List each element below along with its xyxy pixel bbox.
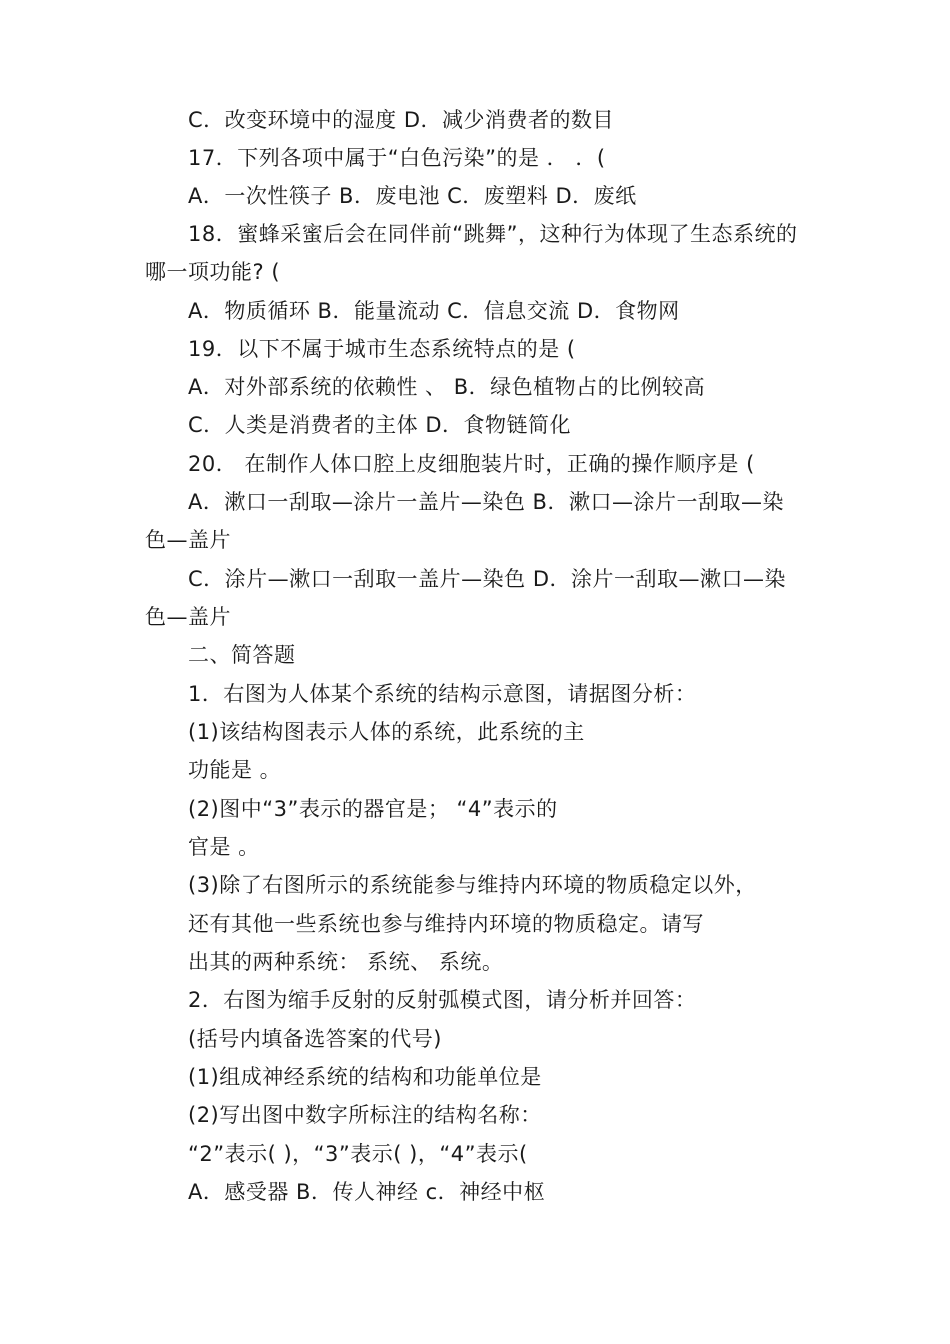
options-18: A．物质循环 B．能量流动 C．信息交流 D．食物网	[188, 299, 680, 323]
short-question-1: 1．右图为人体某个系统的结构示意图，请据图分析：	[188, 682, 697, 706]
options-20-ab: A．漱口一刮取—涂片一盖片—染色 B．漱口—涂片一刮取—染	[188, 490, 784, 514]
short-question-2-options: A．感受器 B．传人神经 c．神经中枢	[188, 1180, 546, 1204]
short-question-1-part-1-continued: 功能是 。	[188, 758, 282, 782]
short-question-2-part-2-blanks: “2”表示( )，“3”表示( )，“4”表示(	[188, 1142, 528, 1166]
section-heading: 二、简答题	[188, 643, 296, 667]
short-question-1-part-3-line-2: 还有其他一些系统也参与维持内环境的物质稳定。请写	[188, 912, 704, 936]
question-17: 17．下列各项中属于“白色污染”的是 ． ．(	[188, 146, 606, 170]
options-20-ab-continued: 色—盖片	[145, 528, 231, 552]
question-18-continued: 哪一项功能? (	[145, 260, 281, 284]
options-17: A．一次性筷子 B．废电池 C．废塑料 D．废纸	[188, 184, 637, 208]
options-19-cd: C．人类是消费者的主体 D．食物链简化	[188, 413, 572, 437]
short-question-1-part-3: (3)除了右图所示的系统能参与维持内环境的物质稳定以外，	[188, 873, 757, 897]
short-question-1-part-2-continued: 官是 。	[188, 835, 260, 859]
options-20-cd-continued: 色—盖片	[145, 605, 231, 629]
options-19-ab: A．对外部系统的依赖性 、 B．绿色植物占的比例较高	[188, 375, 706, 399]
question-18: 18．蜜蜂采蜜后会在同伴前“跳舞”，这种行为体现了生态系统的	[188, 222, 798, 246]
question-20: 20． 在制作人体口腔上皮细胞装片时，正确的操作顺序是 (	[188, 452, 755, 476]
question-19: 19．以下不属于城市生态系统特点的是 (	[188, 337, 576, 361]
short-question-1-part-1: (1)该结构图表示人体的系统，此系统的主	[188, 720, 585, 744]
short-question-2-part-1: (1)组成神经系统的结构和功能单位是	[188, 1065, 542, 1089]
short-question-2: 2．右图为缩手反射的反射弧模式图，请分析并回答：	[188, 988, 697, 1012]
option-line-16cd: C．改变环境中的湿度 D．减少消费者的数目	[188, 108, 615, 132]
short-question-1-part-2: (2)图中“3”表示的器官是； “4”表示的	[188, 797, 558, 821]
short-question-1-part-3-line-3: 出其的两种系统： 系统、 系统。	[188, 950, 504, 974]
short-question-2-part-2: (2)写出图中数字所标注的结构名称：	[188, 1103, 542, 1127]
options-20-cd: C．涂片—漱口一刮取一盖片—染色 D．涂片一刮取—漱口—染	[188, 567, 787, 591]
short-question-2-note: (括号内填备选答案的代号)	[188, 1027, 442, 1051]
